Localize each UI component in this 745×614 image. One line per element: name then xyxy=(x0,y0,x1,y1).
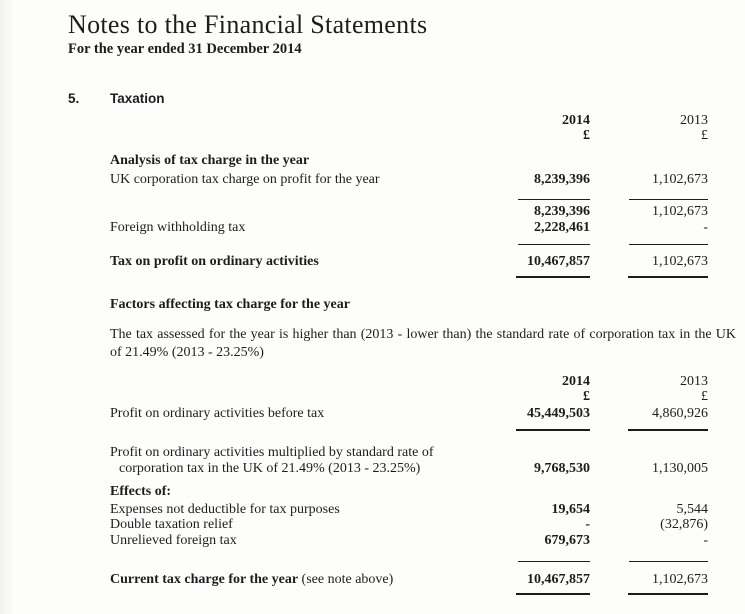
rule-col-2014 xyxy=(475,429,590,431)
table-row-current-tax-charge xyxy=(110,572,708,588)
row-label: Unrelieved foreign tax xyxy=(110,532,237,548)
header-spacer xyxy=(110,389,475,404)
table-row-profit-before-tax xyxy=(110,406,708,422)
rule-spacer xyxy=(110,429,475,431)
currency-symbol-2013: £ xyxy=(701,128,708,143)
column-double-rule xyxy=(516,593,590,595)
row-label-note: (see note above) xyxy=(298,572,394,588)
value-2014: 9,768,530 xyxy=(534,460,590,476)
table-row-total-tax xyxy=(110,254,708,270)
value-2013: 1,102,673 xyxy=(652,254,708,269)
rule-spacer xyxy=(110,561,475,562)
rule-col-2013 xyxy=(590,561,708,562)
row-label xyxy=(110,204,475,220)
double-rule-row xyxy=(110,429,708,431)
column-rule xyxy=(629,199,708,200)
note-content xyxy=(110,113,738,595)
row-label-main: Current tax charge for the year xyxy=(110,572,299,588)
effects-heading: Effects of: xyxy=(110,484,172,500)
column-rule xyxy=(518,199,590,200)
row-label: Expenses not deductible for tax purposes xyxy=(110,501,340,517)
value-2014: 2,228,461 xyxy=(534,219,590,235)
column-double-rule xyxy=(628,429,708,431)
factors-paragraph: The tax assessed for the year is higher than (2013 - lower than) the standard rate of corporation tax in the UK of 21.49% (2013 - 23.25%) xyxy=(110,327,736,360)
table-group-heading: Analysis of tax charge in the year xyxy=(110,153,310,168)
row-label: UK corporation tax charge on profit for the year xyxy=(110,171,380,187)
value-2013: 1,102,673 xyxy=(652,204,708,219)
rule-col-2013 xyxy=(590,429,708,431)
table-header-years xyxy=(110,374,708,389)
rule-row xyxy=(110,199,708,200)
value-2014: 10,467,857 xyxy=(527,572,590,588)
rule-spacer xyxy=(110,593,475,595)
rule-spacer xyxy=(110,199,475,200)
note-heading: Taxation xyxy=(110,91,165,106)
currency-symbol-2014: £ xyxy=(583,389,590,405)
rule-col-2014 xyxy=(475,561,590,562)
col-header-2014: 2014 xyxy=(562,113,590,128)
rule-col-2013 xyxy=(590,244,708,245)
row-label: Profit on ordinary activities before tax xyxy=(110,406,325,422)
value-2013: 1,102,673 xyxy=(652,171,708,187)
rule-col-2014 xyxy=(475,244,590,245)
value-2013: (32,876) xyxy=(660,517,708,533)
factors-heading: Factors affecting tax charge for the year xyxy=(110,296,350,312)
rule-spacer xyxy=(110,244,475,245)
row-label: Foreign withholding tax xyxy=(110,219,246,235)
table-row-double-taxation-relief xyxy=(110,517,708,533)
value-2014: 10,467,857 xyxy=(527,254,590,269)
rule-col-2013 xyxy=(590,593,708,595)
value-2013: 1,130,005 xyxy=(652,460,708,476)
value-2013: 5,544 xyxy=(676,501,708,517)
column-double-rule xyxy=(628,276,708,278)
col-header-2013: 2013 xyxy=(680,374,708,390)
row-label: Double taxation relief xyxy=(110,517,233,533)
rule-col-2014 xyxy=(475,593,590,595)
row-label-line1: Profit on ordinary activities multiplied by standard rate of xyxy=(110,445,434,461)
header-spacer xyxy=(110,374,475,389)
table-row-uk-corporation-tax xyxy=(110,172,708,188)
rule-col-2013 xyxy=(590,276,708,278)
header-spacer xyxy=(110,113,475,128)
column-double-rule xyxy=(516,276,590,278)
rule-row xyxy=(110,561,708,562)
rule-spacer xyxy=(110,276,475,278)
reconciliation-table xyxy=(110,374,738,595)
value-2014: 8,239,396 xyxy=(534,171,590,187)
value-2014: 19,654 xyxy=(551,501,590,517)
rule-col-2013 xyxy=(590,199,708,200)
page-subtitle: For the year ended 31 December 2014 xyxy=(68,41,302,57)
page-title: Notes to the Financial Statements xyxy=(68,10,428,39)
value-2013: 4,860,926 xyxy=(652,406,708,422)
tax-charge-table xyxy=(110,113,738,278)
value-2013: - xyxy=(703,219,708,235)
column-rule xyxy=(518,244,590,245)
currency-symbol-2013: £ xyxy=(701,389,708,405)
table-header-years xyxy=(110,113,708,128)
document-header xyxy=(0,0,745,58)
currency-symbol-2014: £ xyxy=(583,128,590,143)
value-2014: 8,239,396 xyxy=(534,204,590,219)
row-label xyxy=(110,445,475,476)
value-2014: - xyxy=(585,517,590,533)
value-2013: 1,102,673 xyxy=(652,572,708,588)
row-label xyxy=(110,572,475,588)
column-double-rule xyxy=(628,593,708,595)
double-rule-row xyxy=(110,276,708,278)
rule-col-2014 xyxy=(475,199,590,200)
column-rule xyxy=(629,244,708,245)
row-label-line2: corporation tax in the UK of 21.49% (2013 - 23.25%) xyxy=(119,460,421,476)
note-number: 5. xyxy=(68,91,80,106)
col-header-2013: 2013 xyxy=(680,113,708,128)
column-rule xyxy=(518,561,590,562)
header-spacer xyxy=(110,128,475,143)
table-row-foreign-withholding xyxy=(110,220,708,236)
value-2013: - xyxy=(703,532,708,548)
double-rule-row xyxy=(110,593,708,595)
rule-row xyxy=(110,244,708,245)
table-header-currency xyxy=(110,128,708,143)
table-row-subtotal xyxy=(110,204,708,220)
column-rule xyxy=(629,561,708,562)
note-heading-row xyxy=(68,91,745,107)
rule-col-2014 xyxy=(475,276,590,278)
table-header-currency xyxy=(110,389,708,404)
value-2014: 45,449,503 xyxy=(527,406,590,422)
col-header-2014: 2014 xyxy=(562,374,590,390)
table-row-profit-multiplied xyxy=(110,445,708,476)
table-row-expenses-not-deductible xyxy=(110,502,708,518)
value-2014: 679,673 xyxy=(544,532,590,548)
table-row-unrelieved-foreign-tax xyxy=(110,533,708,549)
row-label: Tax on profit on ordinary activities xyxy=(110,254,319,269)
column-double-rule xyxy=(516,429,590,431)
